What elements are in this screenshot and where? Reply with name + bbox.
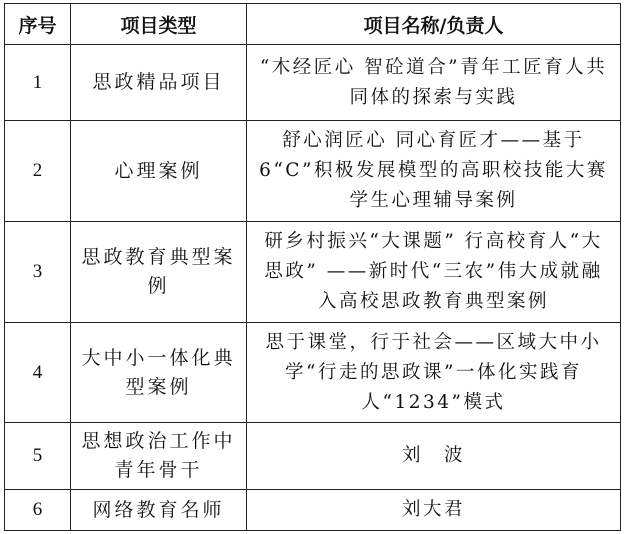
projects-table [4, 3, 621, 531]
project-type-cell: 思政教育典型案例 [71, 222, 247, 323]
table-row [5, 222, 621, 323]
table-row [5, 323, 621, 423]
project-type-cell: 思政精品项目 [71, 45, 247, 121]
table-row [5, 423, 621, 490]
project-name-cell: 舒心润匠心 同心育匠才——基于6“C”积极发展模型的高职校技能大赛学生心理辅导案例 [247, 121, 621, 222]
project-name-cell: 刘大君 [247, 490, 621, 531]
project-type-cell: 心理案例 [71, 121, 247, 222]
serial-cell: 4 [5, 323, 71, 423]
serial-cell: 2 [5, 121, 71, 222]
project-name-cell: “木经匠心 智砼道合”青年工匠育人共同体的探索与实践 [247, 45, 621, 121]
header-project-name: 项目名称/负责人 [247, 4, 621, 45]
table-row [5, 121, 621, 222]
serial-cell: 1 [5, 45, 71, 121]
serial-cell: 5 [5, 423, 71, 490]
project-name-cell: 研乡村振兴“大课题” 行高校育人“大思政” ——新时代“三农”伟大成就融入高校思政教育典型案例 [247, 222, 621, 323]
project-type-cell: 网络教育名师 [71, 490, 247, 531]
project-type-cell: 大中小一体化典型案例 [71, 323, 247, 423]
table-row [5, 490, 621, 531]
project-name-cell: 刘 波 [247, 423, 621, 490]
table-row [5, 45, 621, 121]
header-serial: 序号 [5, 4, 71, 45]
project-name-cell: 思于课堂，行于社会——区域大中小学“行走的思政课”一体化实践育人“1234”模式 [247, 323, 621, 423]
header-project-type: 项目类型 [71, 4, 247, 45]
table-header-row [5, 4, 621, 45]
serial-cell: 3 [5, 222, 71, 323]
serial-cell: 6 [5, 490, 71, 531]
project-type-cell: 思想政治工作中青年骨干 [71, 423, 247, 490]
